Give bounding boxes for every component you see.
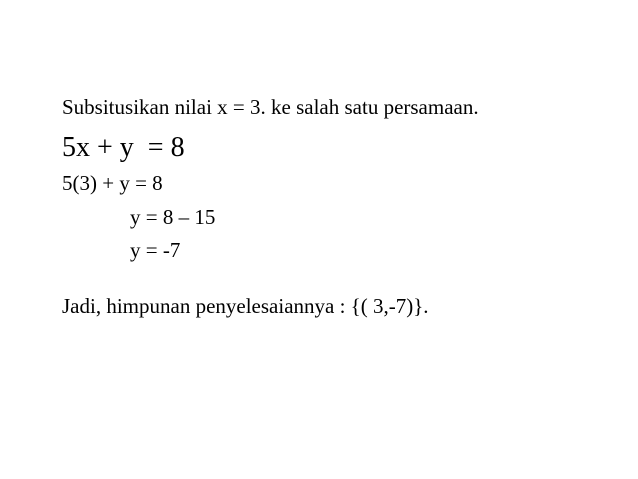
instruction-text: Subsitusikan nilai x = 3. ke salah satu persamaan. (62, 95, 479, 119)
subtraction-step: y = 8 – 15 (130, 205, 216, 229)
result-step: y = -7 (130, 238, 181, 262)
equation-heading: 5x + y = 8 (62, 132, 185, 163)
conclusion-text: Jadi, himpunan penyelesaiannya : {( 3,-7)}. (62, 294, 429, 318)
substitution-step: 5(3) + y = 8 (62, 171, 163, 195)
